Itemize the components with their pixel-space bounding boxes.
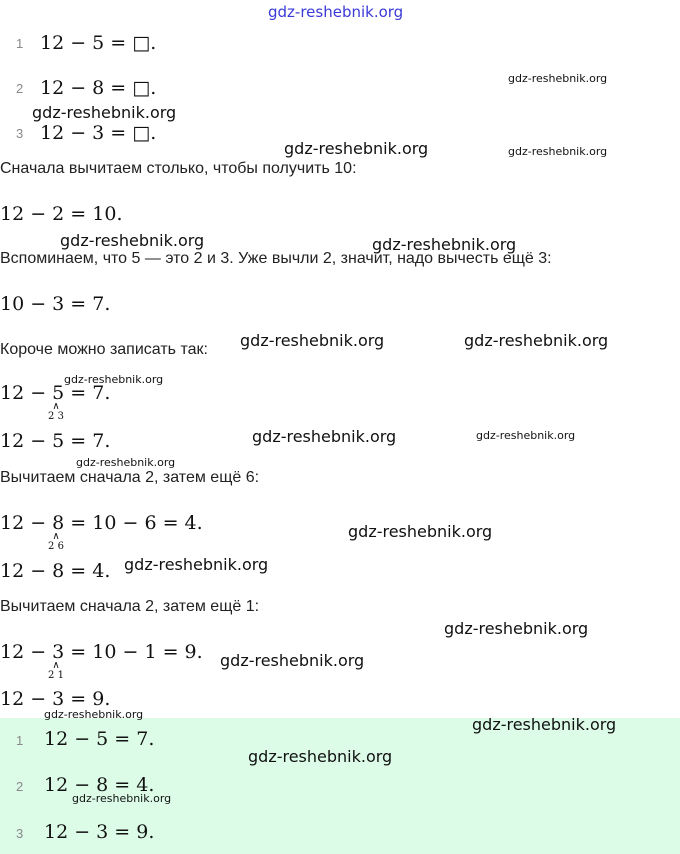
watermark: gdz-reshebnik.org [240, 331, 385, 350]
task-expression: 12 − 5 = □. [40, 32, 157, 54]
site-header-link[interactable]: gdz-reshebnik.org [268, 3, 404, 21]
watermark: gdz-reshebnik.org [76, 456, 176, 469]
answer-number: 1 [16, 733, 24, 748]
watermark: gdz-reshebnik.org [220, 651, 365, 670]
answer-number: 2 [16, 779, 24, 794]
solution-equation: 12 − 3 = 9. [0, 688, 111, 710]
watermark: gdz-reshebnik.org [464, 331, 609, 350]
number-split [47, 532, 65, 552]
watermark: gdz-reshebnik.org [252, 427, 397, 446]
watermark: gdz-reshebnik.org [472, 715, 617, 734]
watermark: gdz-reshebnik.org [248, 747, 393, 766]
watermark: gdz-reshebnik.org [372, 235, 517, 254]
solution-text: Короче можно записать так: [0, 341, 208, 358]
number-split [47, 402, 65, 422]
watermark: gdz-reshebnik.org [72, 792, 172, 805]
solution-text: Вспоминаем, что 5 — это 2 и 3. Уже вычли 2, значит, надо вычесть ещё 3: [0, 250, 552, 267]
solution-equation: 12 − 8 = 10 − 6 = 4. [0, 512, 203, 534]
solution-text: Сначала вычитаем столько, чтобы получить 10: [0, 160, 357, 177]
split-caret-icon: ∧ [52, 660, 60, 671]
solution-equation: 12 − 5 = 7. [0, 382, 111, 404]
task-number: 2 [16, 81, 24, 96]
watermark: gdz-reshebnik.org [32, 103, 177, 122]
task-expression: 12 − 3 = □. [40, 122, 157, 144]
number-split [47, 661, 65, 681]
answer-expression: 12 − 8 = 4. [44, 774, 155, 796]
watermark: gdz-reshebnik.org [444, 619, 589, 638]
answer-expression: 12 − 5 = 7. [44, 728, 155, 750]
watermark: gdz-reshebnik.org [284, 139, 429, 158]
watermark: gdz-reshebnik.org [348, 522, 493, 541]
task-expression: 12 − 8 = □. [40, 77, 157, 99]
watermark: gdz-reshebnik.org [64, 373, 164, 386]
task-number: 3 [16, 126, 24, 141]
watermark: gdz-reshebnik.org [508, 72, 608, 85]
watermark: gdz-reshebnik.org [44, 708, 144, 721]
split-part: 2 [48, 670, 55, 681]
task-number: 1 [16, 36, 24, 51]
watermark: gdz-reshebnik.org [476, 429, 576, 442]
split-part: 1 [57, 670, 64, 681]
split-part: 2 [48, 411, 55, 422]
solution-equation: 10 − 3 = 7. [0, 293, 111, 315]
split-part: 6 [57, 541, 64, 552]
split-part: 3 [57, 411, 64, 422]
solution-text: Вычитаем сначала 2, затем ещё 6: [0, 469, 260, 486]
split-part: 2 [48, 541, 55, 552]
solution-equation: 12 − 8 = 4. [0, 560, 111, 582]
answer-number: 3 [16, 826, 24, 841]
solution-equation: 12 − 3 = 10 − 1 = 9. [0, 641, 203, 663]
solution-equation: 12 − 5 = 7. [0, 430, 111, 452]
solution-equation: 12 − 2 = 10. [0, 203, 123, 225]
watermark: gdz-reshebnik.org [124, 555, 269, 574]
solution-text: Вычитаем сначала 2, затем ещё 1: [0, 598, 260, 615]
watermark: gdz-reshebnik.org [508, 145, 608, 158]
split-caret-icon: ∧ [52, 531, 60, 542]
split-caret-icon: ∧ [52, 401, 60, 412]
answer-expression: 12 − 3 = 9. [44, 821, 155, 843]
watermark: gdz-reshebnik.org [60, 231, 205, 250]
